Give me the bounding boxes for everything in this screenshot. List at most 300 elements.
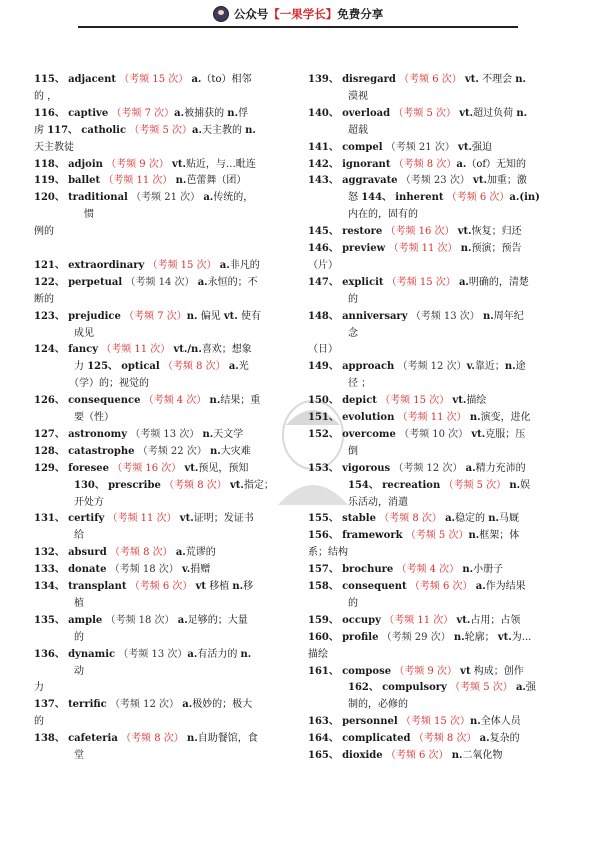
part-of-speech: n. [469, 716, 481, 728]
entry-word: ballet [68, 175, 101, 187]
entry-meaning [308, 480, 348, 491]
vocab-line [308, 141, 560, 155]
entry-frequency: （考频 5 次） [393, 107, 457, 119]
entry-meaning: 的 [34, 716, 44, 728]
part-of-speech: a. [174, 107, 185, 119]
entry-number: 123、 [34, 310, 65, 322]
entry-meaning: 有活力的 [197, 648, 241, 660]
entry-meaning: 二氧化物 [462, 750, 503, 761]
entry-meaning: 永恒的；不 [207, 276, 258, 288]
entry-meaning: 预演；预告 [471, 243, 522, 254]
entry-frequency: （考频 11 次） [103, 175, 173, 187]
entry-word: evolution [342, 412, 395, 423]
vocab-line [308, 529, 560, 543]
entry-meaning: 偏见 [197, 310, 224, 322]
entry-word: overcome [342, 428, 396, 440]
entry-meaning: 怒 [308, 192, 362, 204]
entry-number: 146、 [308, 243, 339, 254]
part-of-speech: vt. [172, 158, 186, 170]
entry-word: dynamic [68, 648, 116, 660]
entry-meaning: 要（性） [34, 412, 114, 423]
entry-meaning: 被捕获的 [184, 107, 228, 119]
entry-number: 117、 [47, 124, 79, 136]
entry-word: brochure [342, 564, 394, 576]
vocab-line [34, 462, 286, 476]
entry-meaning: 超载 [308, 124, 368, 136]
entry-number: 160、 [308, 631, 339, 643]
entry-meaning: （片） [308, 259, 338, 271]
vocab-line [34, 496, 286, 510]
entry-meaning: 芭蕾舞（团） [186, 175, 247, 187]
entry-number: 150、 [308, 395, 339, 407]
part-of-speech: n. [469, 412, 481, 423]
entry-word: framework [342, 530, 403, 542]
entry-number: 124、 [34, 344, 65, 356]
part-of-speech: a. [197, 276, 208, 288]
part-of-speech: a. [228, 361, 239, 373]
vocab-line [308, 343, 560, 357]
part-of-speech: n. [202, 428, 214, 440]
vocab-line [308, 208, 560, 222]
entry-frequency: （考频 16 次） [112, 462, 182, 474]
part-of-speech: n. [460, 243, 472, 254]
vocab-line [34, 529, 286, 543]
part-of-speech: n. [482, 310, 494, 322]
part-of-speech: vt [195, 581, 207, 592]
vocab-line [34, 124, 286, 138]
part-of-speech: n. [209, 395, 221, 407]
entry-meaning: 捐赠 [190, 564, 211, 576]
part-of-speech: vt [460, 665, 471, 677]
entry-meaning: 不理会 [478, 74, 516, 85]
entry-number: 137、 [34, 699, 65, 711]
part-of-speech: n. [186, 310, 198, 322]
entry-frequency: （考频 21 次） [385, 141, 455, 153]
entry-meaning: 加重；激 [486, 175, 527, 187]
entry-meaning: 足够的；大量 [187, 614, 248, 626]
header-prefix: 公众号 [233, 7, 269, 21]
entry-frequency: （考频 8 次） [379, 513, 442, 525]
entry-meaning: 动 [34, 665, 84, 677]
vocab-line [308, 698, 560, 712]
part-of-speech: n. [462, 564, 474, 576]
entry-meaning: 径 ； [308, 378, 372, 390]
entry-meaning: 超过负荷 [473, 107, 517, 119]
part-of-speech: vt. [457, 226, 472, 238]
entry-frequency: （考频 22 次） [137, 445, 207, 457]
entry-meaning: 系；结构 [308, 547, 348, 559]
entry-frequency: （考频 18 次） [105, 614, 175, 626]
part-of-speech: n. [245, 124, 256, 136]
vocab-line [34, 174, 286, 188]
entry-frequency: （考频 6 次） [129, 581, 193, 592]
vocab-line [34, 580, 286, 594]
entry-meaning: 作为结果 [485, 581, 526, 592]
entry-number: 148、 [308, 310, 339, 322]
entry-number: 164、 [308, 733, 339, 745]
entry-number: 162、 [348, 682, 379, 694]
entry-meaning: 喜欢；想象 [201, 344, 252, 356]
entry-word: depict [342, 395, 377, 407]
vocab-line [308, 563, 560, 577]
part-of-speech: a. [456, 158, 467, 170]
entry-meaning: 植 [34, 597, 84, 609]
avatar-icon [213, 6, 229, 22]
entry-word: absurd [68, 547, 107, 559]
entry-frequency: （考频 11 次） [388, 243, 458, 254]
entry-number: 139、 [308, 74, 339, 85]
vocab-line [308, 259, 560, 273]
vocab-line [308, 462, 560, 476]
entry-meaning: （of）无知的 [466, 158, 527, 170]
vocab-line [308, 310, 560, 324]
vocab-line [34, 158, 286, 172]
entry-frequency: （考频 11 次） [101, 344, 171, 356]
entry-number: 140、 [308, 107, 339, 119]
entry-number: 138、 [34, 733, 65, 745]
vocab-line [308, 597, 560, 611]
entry-meaning: 念 [308, 327, 358, 339]
entry-frequency: （考频 14 次） [125, 276, 195, 288]
entry-meaning: 贴近，与…毗连 [185, 158, 256, 170]
header-brand: 【一果学长】 [268, 7, 338, 21]
part-of-speech: n. [175, 175, 187, 187]
vocab-line [308, 580, 560, 594]
entry-frequency: （考频 18 次） [109, 564, 179, 576]
vocab-line [34, 90, 286, 104]
entry-meaning: 成见 [34, 327, 94, 339]
part-of-speech: a. [465, 462, 476, 474]
part-of-speech: n. [504, 361, 516, 373]
entry-meaning: 断的 [34, 293, 54, 305]
entry-meaning: 漠视 [308, 90, 368, 102]
vocab-line [308, 749, 560, 763]
entry-frequency: （考频 12 次） [393, 462, 463, 474]
entry-frequency: （考频 15 次） [147, 259, 217, 271]
entry-meaning: 极妙的；极大 [192, 699, 253, 711]
entry-number: 153、 [308, 462, 339, 474]
part-of-speech: a. [191, 74, 202, 85]
entry-meaning: 传统的， [213, 192, 254, 204]
entry-word: certify [68, 513, 105, 525]
vocab-line [34, 546, 286, 560]
entry-word: perpetual [68, 276, 123, 288]
entry-meaning: 证明；发证书 [193, 513, 254, 525]
part-of-speech: n. [488, 513, 499, 525]
entry-word: transplant [68, 581, 127, 592]
vocab-line [34, 479, 286, 493]
entry-meaning: 周年纪 [493, 310, 524, 322]
entry-word: personnel [342, 716, 398, 728]
part-of-speech: a. [458, 276, 469, 288]
entry-number: 149、 [308, 361, 339, 373]
vocab-line [34, 698, 286, 712]
vocab-line [308, 546, 560, 560]
entry-frequency: （考频 4 次） [143, 395, 207, 407]
entry-number: 121、 [34, 259, 65, 271]
entry-word: restore [342, 226, 383, 238]
entry-number: 151、 [308, 412, 339, 423]
vocab-line [34, 276, 286, 290]
entry-frequency: （考频 4 次） [396, 564, 460, 576]
entry-meaning: 全体人员 [480, 716, 521, 728]
vocab-line [308, 614, 560, 628]
part-of-speech: vt. [459, 107, 474, 119]
vocab-line [34, 259, 286, 273]
vocab-line [34, 73, 286, 87]
vocab-line [308, 191, 560, 205]
vocab-line [34, 141, 286, 155]
vocab-line [34, 225, 286, 239]
vocab-line [308, 107, 560, 121]
entry-number: 147、 [308, 276, 339, 288]
entry-word: adjacent [68, 74, 116, 85]
vocab-line [34, 343, 286, 357]
entry-frequency: （考频 7 次） [111, 107, 175, 119]
entry-meaning: 描绘 [466, 395, 487, 407]
entry-meaning: 构成；创作 [470, 665, 524, 677]
entry-frequency: （考频 8 次） [162, 361, 226, 373]
entry-meaning: 荒谬的 [185, 547, 216, 559]
vocab-line [308, 225, 560, 239]
part-of-speech: a. [479, 733, 490, 745]
vocab-line [34, 631, 286, 645]
entry-number: 159、 [308, 614, 339, 626]
entry-frequency: （考频 8 次） [121, 733, 184, 745]
part-of-speech: n. [232, 581, 244, 592]
entry-meaning [34, 480, 74, 491]
entry-frequency: （考频 8 次） [393, 158, 457, 170]
entry-word: recreation [382, 479, 441, 491]
entry-word: disregard [342, 74, 396, 85]
part-of-speech: vt. [223, 310, 238, 322]
entry-frequency: （考频 6 次） [385, 750, 449, 761]
entry-number: 134、 [34, 581, 65, 592]
part-of-speech: n. [468, 530, 480, 542]
entry-number: 115、 [34, 74, 65, 85]
part-of-speech: n. [240, 648, 252, 660]
part-of-speech: vt. [464, 74, 479, 85]
entry-word: traditional [68, 192, 128, 204]
vocab-line [34, 428, 286, 442]
entry-word: vigorous [342, 462, 391, 474]
vocab-line [34, 310, 286, 324]
vocab-line [34, 681, 286, 695]
entry-word: optical [121, 361, 160, 373]
entry-number: 126、 [34, 395, 65, 407]
entry-word: stable [342, 513, 376, 525]
entry-word: complicated [342, 733, 411, 745]
entry-meaning: 力 [34, 361, 88, 373]
entry-meaning: 强迫 [471, 141, 492, 153]
vocab-line [308, 479, 560, 493]
entry-number: 125、 [87, 361, 119, 373]
entry-meaning: 乐活动，消遣 [308, 496, 408, 508]
vocab-line [34, 360, 286, 374]
entry-frequency: （考频 8 次） [109, 547, 173, 559]
entry-word: foresee [68, 462, 110, 474]
vocab-line [308, 276, 560, 290]
vocab-line [34, 208, 286, 222]
entry-frequency: （考频 8 次） [164, 479, 227, 491]
entry-meaning: 强 [525, 682, 536, 694]
entry-meaning: 力 [34, 682, 44, 694]
vocab-line [308, 411, 560, 425]
vocab-line [34, 512, 286, 526]
entry-word: ignorant [342, 158, 391, 170]
vocab-line [308, 242, 560, 256]
vocab-line [34, 377, 286, 391]
entry-meaning: 复杂的 [489, 733, 520, 745]
entry-word: inherent [395, 192, 444, 204]
entry-frequency: （考频 21 次） [131, 192, 201, 204]
entry-frequency: （考频 8 次） [413, 733, 477, 745]
part-of-speech: vt. [452, 395, 467, 407]
entry-meaning: 俘 [238, 107, 249, 119]
part-of-speech: a. [187, 648, 198, 660]
vocab-line [308, 428, 560, 442]
entry-meaning: 开处方 [34, 496, 104, 508]
entry-meaning: 稳定的 [455, 513, 489, 525]
part-of-speech: a. [475, 581, 486, 592]
entry-meaning: 恢复；归还 [471, 226, 522, 238]
vocab-line [308, 174, 560, 188]
vocab-line [34, 327, 286, 341]
entry-frequency: （考频 12 次） [109, 699, 180, 711]
entry-number: 118、 [34, 158, 65, 170]
entry-number: 133、 [34, 564, 65, 576]
entry-frequency: （考频 13 次） [130, 428, 200, 440]
entry-frequency: （考频 5 次） [129, 124, 192, 136]
entry-number: 142、 [308, 158, 339, 170]
entry-number: 157、 [308, 564, 339, 576]
entry-meaning: 的 ， [34, 90, 58, 102]
entry-number: 161、 [308, 665, 339, 677]
part-of-speech: a. [203, 192, 214, 204]
entry-word: profile [342, 631, 379, 643]
entry-word: ample [68, 614, 103, 626]
entry-meaning: 描绘 [308, 648, 328, 660]
entry-number: 158、 [308, 581, 339, 592]
entry-word: consequent [342, 581, 407, 592]
page-header [0, 6, 596, 22]
entry-frequency: （考频 9 次） [394, 665, 457, 677]
part-of-speech: vt. [184, 462, 199, 474]
vocab-line [308, 496, 560, 510]
vocab-line [34, 597, 286, 611]
entry-meaning: （日） [308, 344, 338, 356]
entry-meaning: 轮廓； [464, 631, 498, 643]
vocab-line [308, 648, 560, 662]
vocab-line [34, 563, 286, 577]
vocab-line [34, 293, 286, 307]
entry-word: captive [68, 107, 109, 119]
part-of-speech: n. [453, 631, 465, 643]
entry-frequency: （考频 23 次） [400, 175, 470, 187]
entry-frequency: （考频 6 次） [399, 74, 462, 85]
part-of-speech: a. [515, 682, 526, 694]
entry-word: prejudice [68, 310, 121, 322]
entry-number: 129、 [34, 462, 65, 474]
entry-word: approach [342, 361, 395, 373]
entry-number: 143、 [308, 175, 339, 187]
part-of-speech: a. [177, 614, 188, 626]
entry-meaning: 天文学 [213, 428, 244, 440]
entry-word: fancy [68, 344, 99, 356]
vocab-line [34, 665, 286, 679]
entry-number: 130、 [74, 479, 105, 491]
entry-number: 131、 [34, 513, 65, 525]
entry-meaning: 指定； [243, 479, 274, 491]
entry-meaning: 的 [308, 597, 358, 609]
entry-word: catholic [81, 124, 127, 136]
entry-meaning: 的 [308, 293, 358, 305]
vocab-line [34, 749, 286, 763]
entry-meaning: 结果；重 [220, 395, 261, 407]
entry-word: consequence [68, 395, 141, 407]
entry-word: compel [342, 141, 383, 153]
entry-frequency: （考频 15 次） [386, 276, 456, 288]
entry-number: 155、 [308, 513, 339, 525]
entry-meaning: 使有 [237, 310, 261, 322]
entry-meaning: 内在的，固有的 [308, 209, 418, 221]
entry-meaning: 精力充沛的 [475, 462, 526, 474]
entry-frequency: （考频 29 次） [381, 631, 451, 643]
part-of-speech: vt. [471, 428, 486, 440]
entry-meaning: （to）相邻 [201, 74, 252, 85]
entry-meaning: 预见，预知 [198, 462, 249, 474]
entry-meaning: 的 [34, 631, 84, 643]
entry-frequency: （考频 15 次） [119, 74, 189, 85]
entry-word: terrific [68, 699, 107, 711]
entry-meaning: 演变，进化 [480, 412, 531, 423]
vocab-line [308, 732, 560, 746]
part-of-speech: n. [451, 750, 463, 761]
entry-meaning: 明确的，清楚 [468, 276, 529, 288]
header-suffix: 免费分享 [337, 7, 384, 21]
vocab-line [308, 681, 560, 695]
vocab-line [308, 445, 560, 459]
entry-number: 152、 [308, 428, 339, 440]
entry-frequency: （考频 5 次） [405, 530, 469, 542]
part-of-speech: a. [182, 699, 193, 711]
entry-word: cafeteria [68, 733, 118, 745]
entry-frequency: （考频 5 次） [450, 682, 513, 694]
entry-word: catastrophe [68, 445, 135, 457]
entry-frequency: （考频 13 次） [118, 648, 188, 660]
entry-meaning: 靠近； [474, 361, 505, 373]
entry-number: 141、 [308, 141, 339, 153]
entry-frequency: （考频 9 次） [106, 158, 169, 170]
part-of-speech: n. [227, 107, 239, 119]
vocab-line [34, 648, 286, 662]
vocab-line [308, 715, 560, 729]
entry-word: preview [342, 243, 386, 254]
entry-frequency: （考频 10 次） [399, 428, 469, 440]
part-of-speech: vt. [458, 141, 472, 153]
entry-meaning: 占用；占领 [470, 614, 521, 626]
entry-number: 119、 [34, 175, 65, 187]
vocab-line [308, 394, 560, 408]
part-of-speech: a. [445, 513, 456, 525]
vocab-line [308, 73, 560, 87]
vocab-line [308, 360, 560, 374]
entry-word: explicit [342, 276, 384, 288]
entry-meaning: 例的 [34, 226, 54, 238]
entry-frequency: （考频 7 次） [124, 310, 187, 322]
entry-meaning: 虏 [34, 124, 48, 136]
entry-number: 128、 [34, 445, 65, 457]
